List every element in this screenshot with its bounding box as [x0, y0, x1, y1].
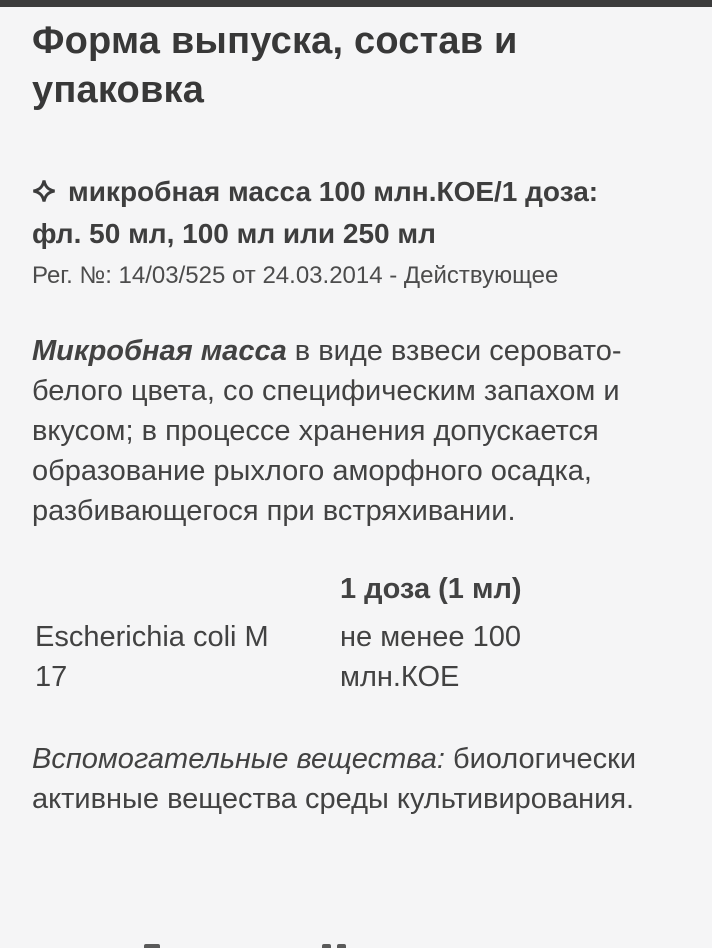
excipients-lead: Вспомогательные вещества: [32, 743, 445, 775]
section-title: Форма выпуска, состав и упаковка [32, 20, 518, 111]
page-content [0, 17, 712, 819]
description-paragraph [32, 331, 680, 531]
table-cell-component: Escherichia coli M 17 [35, 621, 269, 693]
headline-line-2: фл. 50 мл, 100 мл или 250 мл [32, 218, 436, 249]
composition-table [32, 569, 592, 697]
table-row [32, 617, 592, 697]
table-cell-amount: не менее 100 млн.КОЕ [340, 621, 521, 693]
description-lead: Микробная масса [32, 335, 287, 367]
table-header-dose: 1 доза (1 мл) [340, 573, 522, 605]
composition-headline [32, 171, 680, 255]
excipients-paragraph [32, 739, 642, 819]
headline-line-1: микробная масса 100 млн.КОЕ/1 доза: [68, 176, 599, 207]
diamond-bullet-icon [32, 179, 56, 203]
table-header-component [32, 569, 340, 617]
description-body: в виде взвеси серовато-белого цвета, со специфическим запахом и вкусом; в процессе хранения допускается образование рыхлого аморфного осадка, разбивающегося при встряхивании. [32, 335, 622, 527]
top-clipped-bar [0, 0, 712, 7]
table-header-row [32, 569, 592, 617]
clipped-next-line-fragments [0, 940, 712, 948]
registration-number: Рег. №: 14/03/525 от 24.03.2014 - Действующее [32, 262, 559, 289]
excipients-body: биологически активные вещества среды культивирования. [32, 743, 637, 815]
